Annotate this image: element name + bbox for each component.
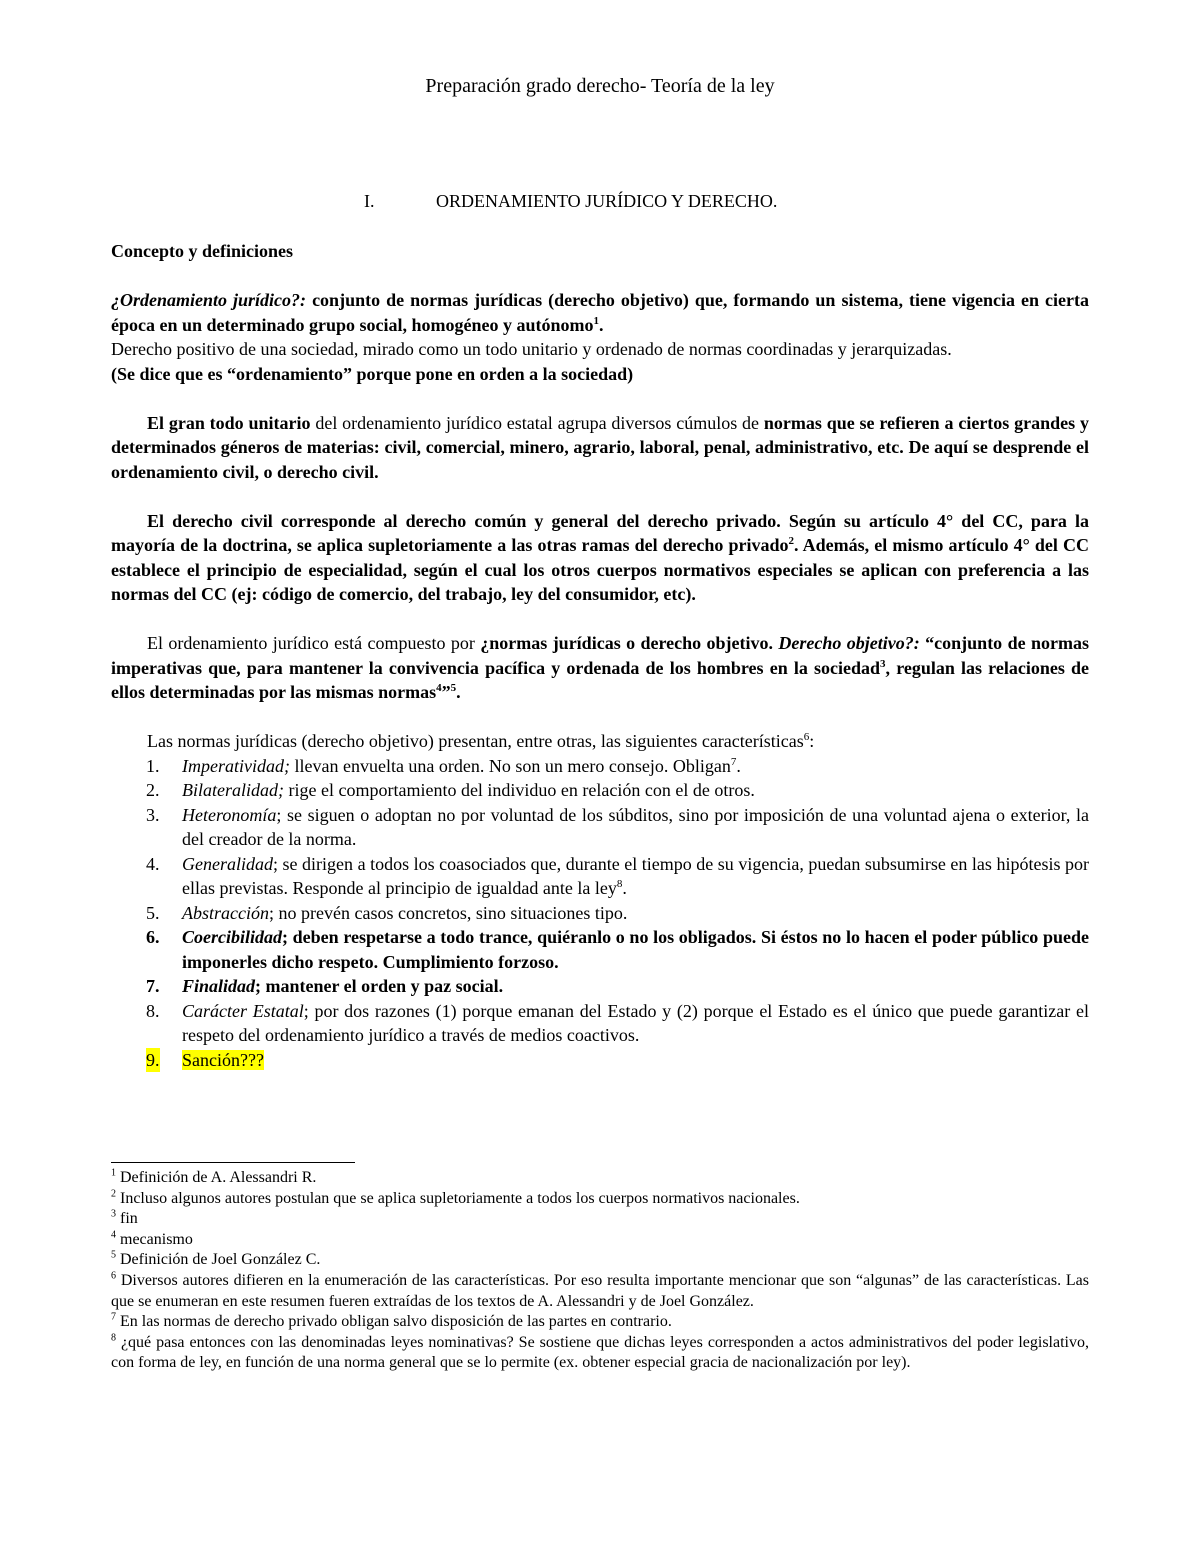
footnote: $^8$ ¿qué pasa entonces con las denominadas leyes nominativas? Se sostiene que dichas leyes corresponden a actos administrativos del poder legislativo, con forma de ley, en función de una norma general que se lo permite (ex. obtener especial gracia de nacionalización por ley). — [111, 1332, 1089, 1372]
footnote-ref-2: 2 — [788, 535, 795, 547]
footnote: $^5$ Definición de Joel González C. — [111, 1250, 321, 1269]
footnote: $^6$ Diversos autores difieren en la enumeración de las características. Por eso resulta importante mencionar que son “algunas” de las características. Las que se enumeran en este resumen fueren extraídas de los textos de A. Alessandri y de Joel González. — [111, 1270, 1089, 1310]
document-body — [111, 239, 1089, 1072]
list-item: 4. Generalidad; se dirigen a todos los coasociados que, durante el tiempo de su vigencia, puedan subsumirse en las hipótesis por ellas previstas. Responde al principio de igualdad ante la ley$^8$. — [146, 853, 1089, 898]
paragraph-ordenamiento-note: (Se dice que es “ordenamiento” porque pone en orden a la sociedad) — [111, 363, 634, 384]
footnote: $^3$ fin — [111, 1208, 138, 1228]
footnote-ref-3: 3 — [880, 657, 886, 670]
list-item: 9. Sanción??? — [111, 1048, 1089, 1073]
footnotes — [111, 1168, 1089, 1374]
list-item: 1. Imperatividad; llevan envuelta una orden. No son un mero consejo. Obligan$^7$. — [146, 755, 741, 776]
paragraph-gran-todo: El gran todo unitario del ordenamiento jurídico estatal agrupa diversos cúmulos de normas que se refieren a ciertos grandes y determinados géneros de materias: civil, comercial, minero, agrario, laboral, penal, administrativo, etc. De aquí se desprende el ordenamiento civil, o derecho civil. — [111, 412, 1089, 482]
footnote-separator — [111, 1162, 355, 1163]
list-item: 3. Heteronomía; se siguen o adoptan no por voluntad de los súbditos, sino por imposición de una voluntad ajena o exterior, la del creador de la norma. — [146, 804, 1089, 849]
footnote-ref-5: 5 — [450, 682, 457, 694]
section-heading — [0, 190, 1200, 214]
paragraph-ordenamiento-definition: ¿Ordenamiento jurídico?: conjunto de normas jurídicas (derecho objetivo) que, formando un sistema, tiene vigencia en cierta época en un determinado grupo social, homogéneo y autónomo$^1$. — [111, 290, 1089, 335]
paragraph-derecho-civil: El derecho civil corresponde al derecho común y general del derecho privado. Según su artículo 4° del CC, para la mayoría de la doctrina, se aplica supletoriamente a las otras ramas del derecho privado$^2$. Además, el mismo artículo 4° del CC establece el principio de especialidad, según el cual los otros cuerpos normativos especiales se aplican con preferencia a las normas del CC (ej: código de comercio, del trabajo, ley del consumidor, etc). — [111, 510, 1089, 604]
footnote-ref-1: 1 — [593, 314, 600, 327]
section-title: ORDENAMIENTO JURÍDICO Y DERECHO. — [436, 191, 778, 211]
footnote-ref-7: 7 — [730, 755, 737, 768]
term-derecho-objetivo: Derecho objetivo?: — [778, 633, 920, 653]
list-item: 5. Abstracción; no prevén casos concretos, sino situaciones tipo. — [146, 902, 628, 923]
footnote: $^2$ Incluso algunos autores postulan que se aplica supletoriamente a todos los cuerpos normativos nacionales. — [111, 1188, 800, 1207]
list-item: 7. Finalidad; mantener el orden y paz social. — [146, 976, 504, 996]
subheading: Concepto y definiciones — [111, 241, 293, 261]
footnote: $^1$ Definición de A. Alessandri R. — [111, 1167, 317, 1186]
paragraph-derecho-objetivo: El ordenamiento jurídico está compuesto por ¿normas jurídicas o derecho objetivo. Derecho objetivo?: “conjunto de normas imperativas que, para mantener la convivencia pacífica y ordenada de los hombres en la sociedad$^3$, regulan las relaciones de ellos determinadas por las mismas normas$^4$”$^5$. — [111, 633, 1089, 702]
paragraph-derecho-positivo: Derecho positivo de una sociedad, mirado como un todo unitario y ordenado de normas coordinadas y jerarquizadas. — [111, 339, 952, 359]
characteristics-list — [111, 754, 1089, 1073]
footnote-ref-6: 6 — [803, 731, 810, 743]
page-header: Preparación grado derecho- Teoría de la ley — [425, 75, 775, 97]
footnote: $^4$ mecanismo — [111, 1229, 193, 1248]
footnote-ref-8: 8 — [616, 878, 623, 890]
footnote: $^7$ En las normas de derecho privado obligan salvo disposición de las partes en contrario. — [111, 1311, 672, 1331]
highlighted-text: Sanción??? — [182, 1049, 264, 1070]
list-item: 6. Coercibilidad; deben respetarse a todo trance, quiéranlo o no los obligados. Si éstos no lo hacen el poder público puede imponerles dicho respeto. Cumplimiento forzoso. — [146, 927, 1089, 972]
term-ordenamiento: ¿Ordenamiento jurídico?: — [111, 290, 307, 310]
list-intro: Las normas jurídicas (derecho objetivo) presentan, entre otras, las siguientes características$^6$: — [147, 731, 815, 751]
list-item: 2. Bilateralidad; rige el comportamiento del individuo en relación con el de otros. — [146, 780, 755, 800]
section-number: I. — [364, 191, 375, 211]
footnote-ref-4: 4 — [436, 682, 442, 694]
list-item: 8. Carácter Estatal; por dos razones (1) porque emanan del Estado y (2) porque el Estado es el único que puede garantizar el respeto del ordenamiento jurídico a través de medios coactivos. — [146, 1000, 1089, 1045]
